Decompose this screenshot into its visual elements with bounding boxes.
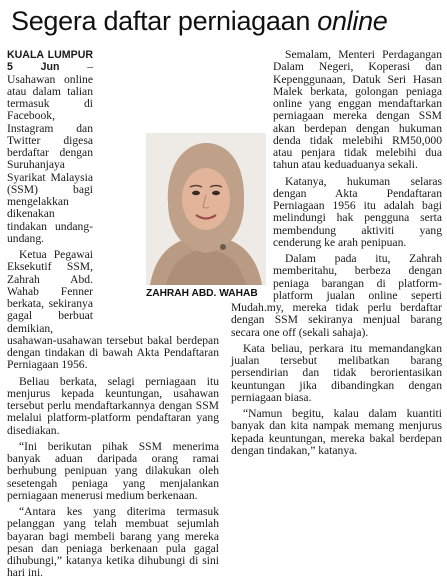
headline-main: Segera daftar perniagaan (11, 6, 318, 36)
headline (11, 6, 441, 37)
article-left-column (7, 49, 219, 584)
photo-caption: ZAHRAH ABD. WAHAB (146, 288, 258, 299)
photo-block (146, 133, 266, 305)
right-paragraph-3: Dalam pada itu, Zahrah memberitahu, berbeza dengan peniaga barangan di platform-platform jualan online seperti Mudah.my, mereka tidak perlu berdaftar dengan SSM sekiranya menjual barang secara one off (sekali sahaja). (231, 252, 442, 339)
left-paragraph-1: – Usahawan online atau dalam talian termasuk di Facebook, Instagram dan Twitter digesa berdaftar dengan Suruhanjaya Syarikat Malaysia (SSM) bagi mengelakkan dikenakan tindakan undang-undang. (7, 60, 93, 245)
portrait-illustration (146, 133, 266, 285)
headline-emphasis: online (317, 6, 388, 36)
right-paragraph-4: Kata beliau, perkara itu memandangkan jualan tersebut melibatkan barang persendirian dan tidak berorientasikan keuntungan jika dibandingkan dengan perniagaan biasa. (231, 341, 442, 404)
right-paragraph-5: “Namun begitu, kalau dalam kuantiti banyak dan kita nampak memang menjurus kepada keuntungan, mereka bakal berdepan dengan tindakan,” katanya. (231, 407, 442, 457)
dateline: KUALA LUMPUR 5 Jun (7, 49, 93, 74)
right-paragraph-2: Katanya, hukuman selaras dengan Akta Pendaftaran Perniagaan 1956 itu adalah bagi melindungi hak pengguna serta membendung aktiviti yang cenderung ke arah penipuan. (273, 174, 442, 249)
left-paragraph-5: “Antara kes yang diterima termasuk pelanggan yang telah membuat sejumlah bayaran bagi membeli barang yang mereka pesan dan peniaga berkenaan pula gagal dihubungi,” katanya ketika dihubungi di sini hari ini. (7, 505, 219, 580)
portrait-photo (146, 133, 266, 285)
left-paragraph-4: “Ini berikutan pihak SSM menerima banyak aduan daripada orang ramai berhubung penipuan yang dilakukan oleh sesetengah peniaga yang menjalankan perniagaan menerusi medium berkenaan. (7, 439, 219, 502)
left-paragraph-2: Ketua Pegawai Eksekutif SSM, Zahrah Abd. Wahab Fenner berkata, sekiranya gagal berbuat demikian, usahawan-usahawan tersebut bakal berdepan dengan tindakan di bawah Akta Pendaftaran Perniagaan 1956. (7, 248, 219, 372)
left-paragraph-3: Beliau berkata, selagi perniagaan itu menjurus kepada keuntungan, usahawan tersebut perlu mendaftarkannya dengan SSM melalui platform-platform pendaftaran yang disediakan. (7, 374, 219, 437)
right-paragraph-1: Semalam, Menteri Perdagangan Dalam Negeri, Koperasi dan Kepenggunaan, Datuk Seri Hasan Malek berkata, golongan peniaga online yang enggan mendaftarkan perniagaan mereka dengan SSM akan berdepan dengan hukuman denda tidak melebihi RM50,000 atau penjara tidak melebihi dua tahun atau keduaduanya sekali. (273, 48, 442, 172)
